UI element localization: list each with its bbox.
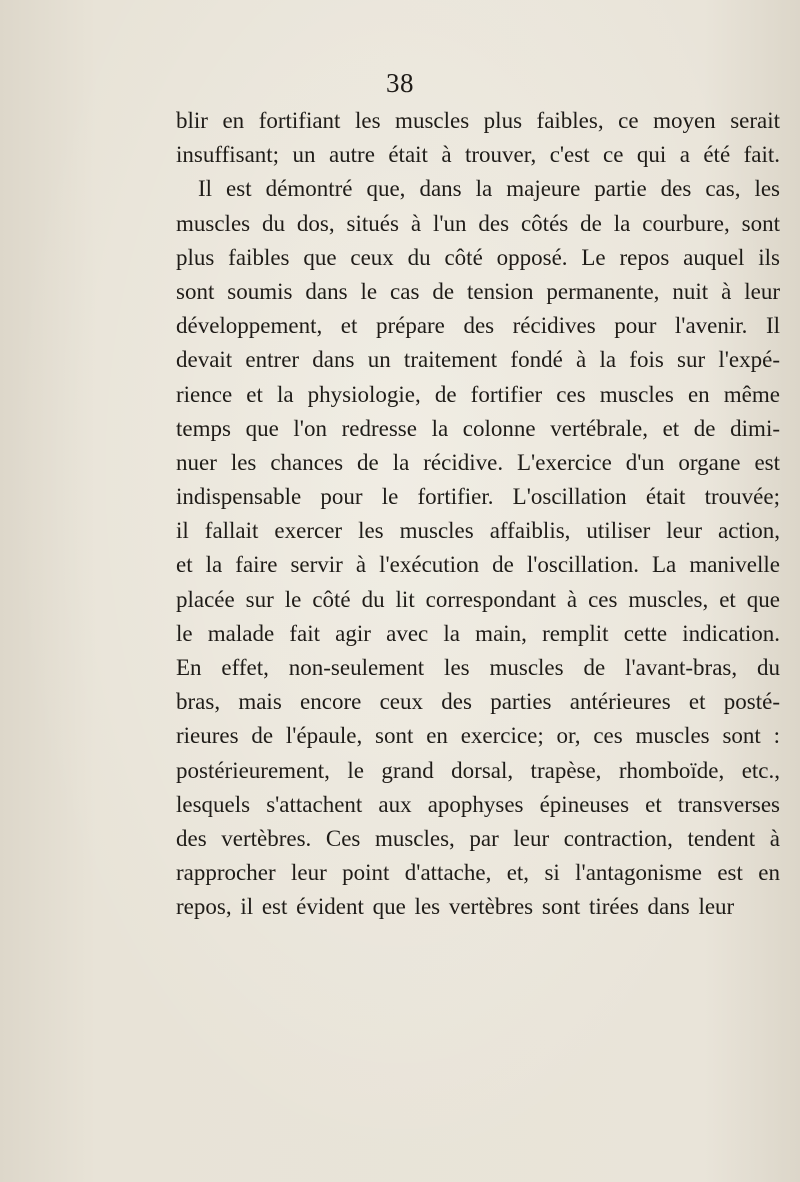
text-line: indispensable pour le fortifier. L'oscillation était trouvée; [176, 484, 780, 510]
text-line: bras, mais encore ceux des parties antérieures et posté- [176, 689, 780, 715]
text-line: nuer les chances de la récidive. L'exercice d'un organe est [176, 449, 780, 475]
text-line: muscles du dos, situés à l'un des côtés de la courbure, sont [176, 210, 780, 236]
text-line: postérieurement, le grand dorsal, trapèse, rhomboïde, etc., [176, 757, 780, 783]
text-line: repos, il est évident que les vertèbres sont tirées dans leur [176, 894, 735, 920]
text-line: En effet, non-seulement les muscles de l'avant-bras, du [176, 655, 780, 680]
text-line: sont soumis dans le cas de tension permanente, nuit à leur [176, 278, 780, 304]
text-line: développement, et prépare des récidives pour l'avenir. Il [176, 313, 780, 339]
text-line: rieures de l'épaule, sont en exercice; or, ces muscles sont : [176, 723, 780, 749]
body-text [176, 104, 780, 925]
text-line: le malade fait agir avec la main, remplit cette indication. [176, 620, 780, 646]
text-line: plus faibles que ceux du côté opposé. Le repos auquel ils [176, 244, 780, 270]
text-line: rience et la physiologie, de fortifier ces muscles en même [176, 381, 780, 407]
text-line: rapprocher leur point d'attache, et, si l'antagonisme est en [176, 860, 780, 886]
text-line: devait entrer dans un traitement fondé à la fois sur l'expé- [176, 347, 780, 373]
text-line: blir en fortifiant les muscles plus faibles, ce moyen serait [176, 108, 780, 133]
text-line: Il est démontré que, dans la majeure partie des cas, les [198, 176, 780, 202]
text-line: et la faire servir à l'exécution de l'oscillation. La manivelle [176, 552, 780, 578]
text-line: placée sur le côté du lit correspondant à ces muscles, et que [176, 586, 780, 612]
page-number: 38 [386, 68, 414, 98]
text-line: il fallait exercer les muscles affaiblis, utiliser leur action, [176, 518, 780, 544]
text-line: insuffisant; un autre était à trouver, c'est ce qui a été fait. [176, 142, 780, 168]
text-line: temps que l'on redresse la colonne vertébrale, et de dimi- [176, 415, 780, 441]
text-line: lesquels s'attachent aux apophyses épineuses et transverses [176, 791, 780, 817]
text-line: des vertèbres. Ces muscles, par leur contraction, tendent à [176, 825, 780, 851]
